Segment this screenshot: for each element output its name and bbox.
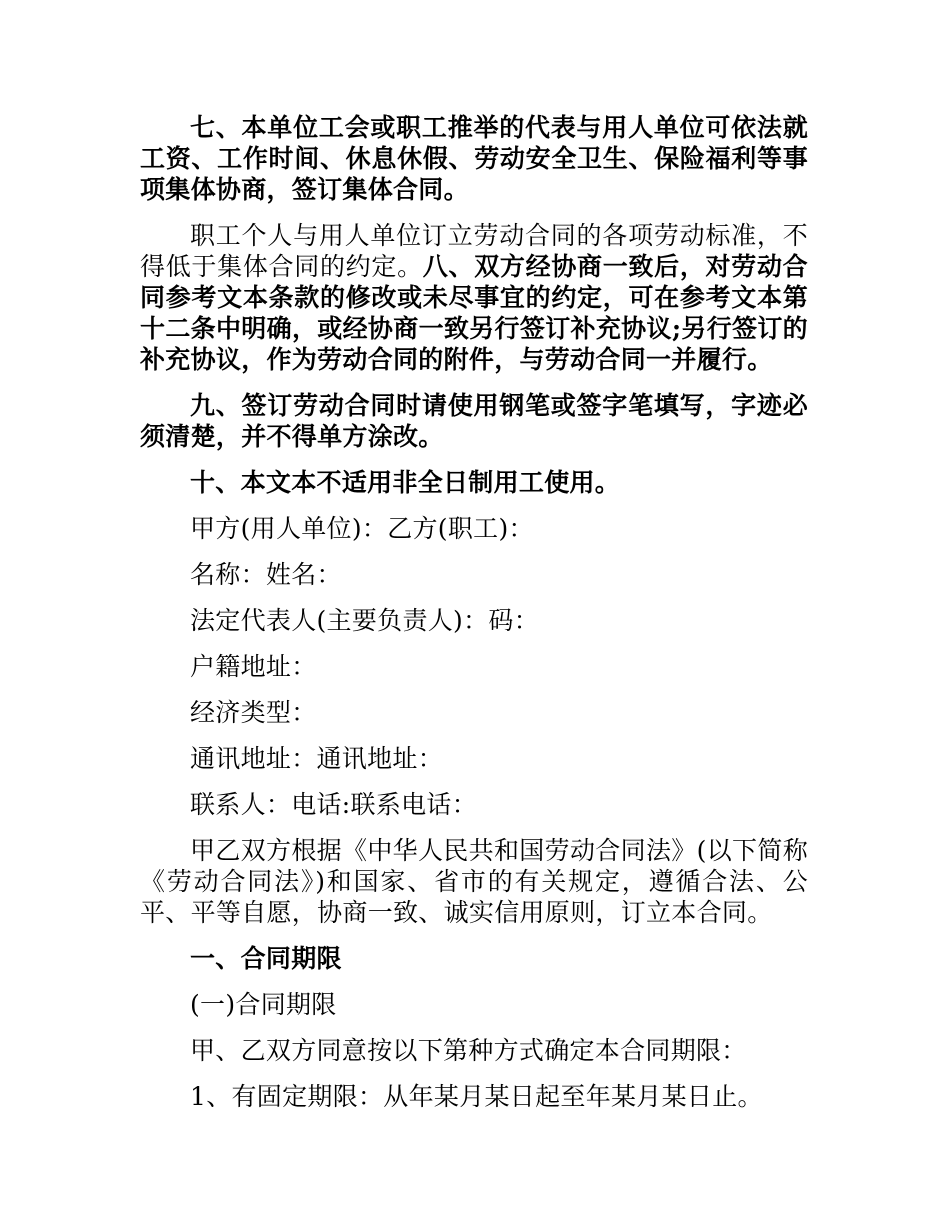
subsection-contract-term xyxy=(140,989,808,1020)
paragraph-clause-9 xyxy=(140,390,808,452)
contact-line xyxy=(140,789,808,820)
clause-10-text: 十、本文本不适用非全日制用工使用。 xyxy=(190,468,621,497)
document-body xyxy=(140,112,808,1127)
household-address-text: 户籍地址： xyxy=(190,652,317,681)
mailing-address-line xyxy=(140,743,808,774)
household-address-line xyxy=(140,651,808,682)
name-line xyxy=(140,559,808,590)
legal-rep-line xyxy=(140,605,808,636)
economic-type-line xyxy=(140,697,808,728)
fixed-term-line xyxy=(140,1081,808,1112)
preamble-paragraph xyxy=(140,835,808,928)
section-heading-contract-term xyxy=(140,943,808,974)
preamble-text: 甲乙双方根据《中华人民共和国劳动合同法》(以下简称《劳动合同法》)和国家、省市的有关规定，遵循合法、公平、平等自愿，协商一致、诚实信用原则，订立本合同。 xyxy=(140,836,808,927)
paragraph-clause-8 xyxy=(140,220,808,375)
economic-type-text: 经济类型： xyxy=(190,698,317,727)
clause-7-text: 七、本单位工会或职工推举的代表与用人单位可依法就工资、工作时间、休息休假、劳动安全卫生、保险福利等事项集体协商，签订集体合同。 xyxy=(140,113,808,204)
contact-line-text: 联系人：电话:联系电话： xyxy=(190,790,478,819)
name-line-text: 名称：姓名： xyxy=(190,560,342,589)
fixed-term-text: 1、有固定期限：从年某月某日起至年某月某日止。 xyxy=(190,1082,763,1111)
term-method-line xyxy=(140,1035,808,1066)
collective-contract-note: 职工个人与用人单位订立劳动合同的各项劳动标准，不得低于集体合同的约定。 xyxy=(140,221,808,281)
subsection-text: (一)合同期限 xyxy=(190,990,337,1019)
paragraph-clause-10 xyxy=(140,467,808,498)
mailing-address-text: 通讯地址：通讯地址： xyxy=(190,744,444,773)
term-method-text: 甲、乙双方同意按以下第种方式确定本合同期限： xyxy=(190,1036,747,1065)
clause-8-text: 八、双方经协商一致后，对劳动合同参考文本条款的修改或未尽事宜的约定，可在参考文本第十二条中明确，或经协商一致另行签订补充协议;另行签订的补充协议，作为劳动合同的附件，与劳动合同一并履行。 xyxy=(140,252,808,374)
party-line xyxy=(140,513,808,544)
party-line-text: 甲方(用人单位)：乙方(职工)： xyxy=(190,514,534,543)
paragraph-clause-7 xyxy=(140,112,808,205)
clause-9-text: 九、签订劳动合同时请使用钢笔或签字笔填写，字迹必须清楚，并不得单方涂改。 xyxy=(140,391,808,451)
legal-rep-line-text: 法定代表人(主要负责人)：码： xyxy=(190,606,540,635)
section-heading-text: 一、合同期限 xyxy=(190,944,342,973)
